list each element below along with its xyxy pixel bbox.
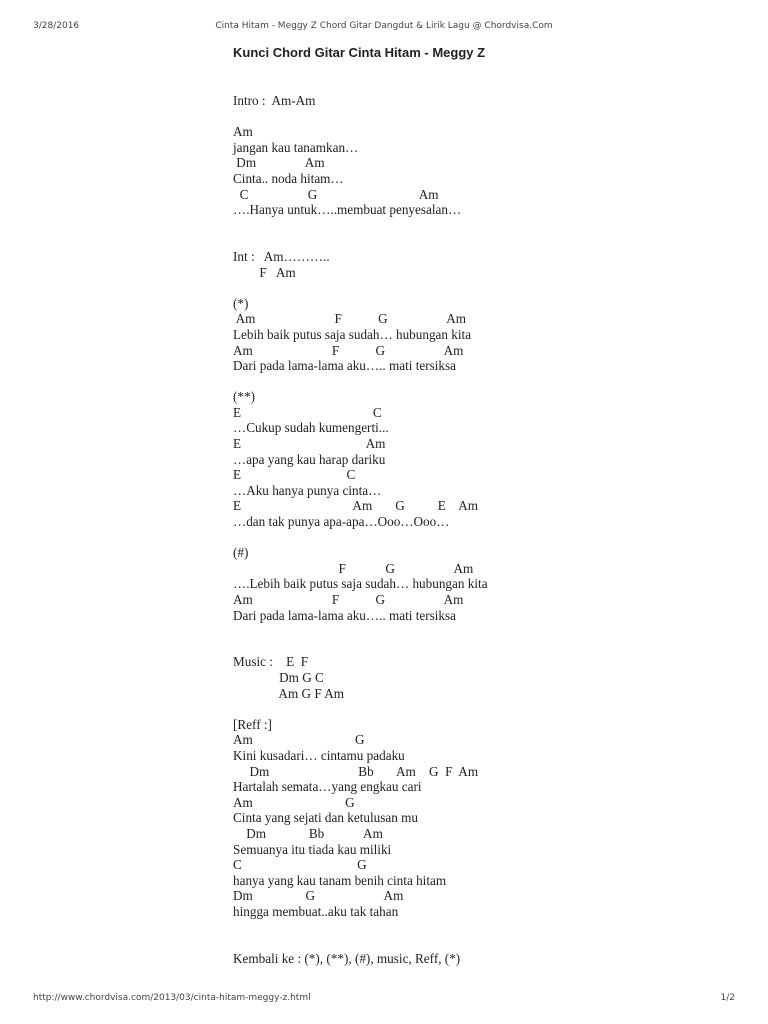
lyric-line: Lebih baik putus saja sudah… hubungan kita xyxy=(233,326,472,342)
lyric-line: E C xyxy=(233,404,382,420)
lyric-line: …Cukup sudah kumengerti... xyxy=(233,420,389,436)
print-url[interactable]: http://www.chordvisa.com/2013/03/cinta-hitam-meggy-z.html xyxy=(33,993,311,1003)
lyric-line: Int : Am……….. xyxy=(233,248,330,264)
lyric-line: Dm Bb Am G F Am xyxy=(233,763,479,779)
blank-line xyxy=(233,218,753,234)
blank-line xyxy=(233,374,753,390)
blank-line xyxy=(233,530,753,546)
blank-line xyxy=(233,919,753,935)
lyric-line: Am F G Am xyxy=(233,311,466,327)
lyric-line: C G Am xyxy=(233,186,439,202)
lyric-line: Semuanya itu tiada kau miliki xyxy=(233,841,392,857)
chord-lyrics-body xyxy=(233,93,753,966)
lyric-line: (**) xyxy=(233,389,255,405)
blank-line xyxy=(233,280,753,296)
blank-line xyxy=(233,639,753,655)
lyric-line: …apa yang kau harap dariku xyxy=(233,451,386,467)
lyric-line: ….Lebih baik putus saja sudah… hubungan kita xyxy=(233,576,488,592)
print-page-title: Cinta Hitam - Meggy Z Chord Gitar Dangdut & Lirik Lagu @ Chordvisa.Com xyxy=(215,21,553,31)
lyric-line: Dari pada lama-lama aku….. mati tersiksa xyxy=(233,358,457,374)
lyric-line: Am xyxy=(233,124,253,140)
lyric-line: Music : E F xyxy=(233,654,309,670)
lyric-line: E Am G E Am xyxy=(233,498,479,514)
lyric-line: C G xyxy=(233,857,367,873)
document-title: Kunci Chord Gitar Cinta Hitam - Meggy Z xyxy=(233,45,486,60)
lyric-line: [Reff :] xyxy=(233,716,272,732)
lyric-line: Am F G Am xyxy=(233,592,464,607)
lyric-line: E C xyxy=(233,467,356,483)
lyric-line: E Am xyxy=(233,436,386,452)
lyric-line: Am F G Am xyxy=(233,342,464,358)
lyric-line: (*) xyxy=(233,295,249,311)
lyric-line: Am G xyxy=(233,794,355,810)
lyric-line: ….Hanya untuk…..membuat penyesalan… xyxy=(233,202,462,218)
lyric-line: Kembali ke : (*), (**), (#), music, Reff, (*) xyxy=(233,950,461,966)
lyric-line: Am G F Am xyxy=(233,685,345,701)
lyric-line: hingga membuat..aku tak tahan xyxy=(233,903,399,919)
lyric-line: hanya yang kau tanam benih cinta hitam xyxy=(233,872,447,888)
lyric-line: …Aku hanya punya cinta… xyxy=(233,482,382,498)
blank-line xyxy=(233,109,753,125)
lyric-line: Dm Am xyxy=(233,155,325,171)
lyric-line: Kini kusadari… cintamu padaku xyxy=(233,747,405,763)
page-number: 1/2 xyxy=(720,993,735,1003)
blank-line xyxy=(233,233,753,249)
lyric-line: Hartalah semata…yang engkau cari xyxy=(233,779,422,795)
lyric-line: Intro : Am-Am xyxy=(233,93,316,108)
lyric-line: …dan tak punya apa-apa…Ooo…Ooo… xyxy=(233,514,450,530)
lyric-line: F G Am xyxy=(233,560,474,576)
lyric-line: F Am xyxy=(233,264,296,280)
lyric-line: Cinta yang sejati dan ketulusan mu xyxy=(233,810,418,826)
blank-line xyxy=(233,623,753,639)
lyric-line: Cinta.. noda hitam… xyxy=(233,170,344,186)
lyric-line: (#) xyxy=(233,545,249,561)
blank-line xyxy=(233,701,753,717)
lyric-line: Dm G C xyxy=(233,669,324,685)
lyric-line: Dm G Am xyxy=(233,888,404,904)
lyric-line: Dm Bb Am xyxy=(233,825,383,841)
lyric-line: Dari pada lama-lama aku….. mati tersiksa xyxy=(233,607,457,623)
blank-line xyxy=(233,935,753,951)
lyric-line: Am G xyxy=(233,732,365,748)
lyric-line: jangan kau tanamkan… xyxy=(233,139,359,155)
print-date: 3/28/2016 xyxy=(33,21,80,31)
